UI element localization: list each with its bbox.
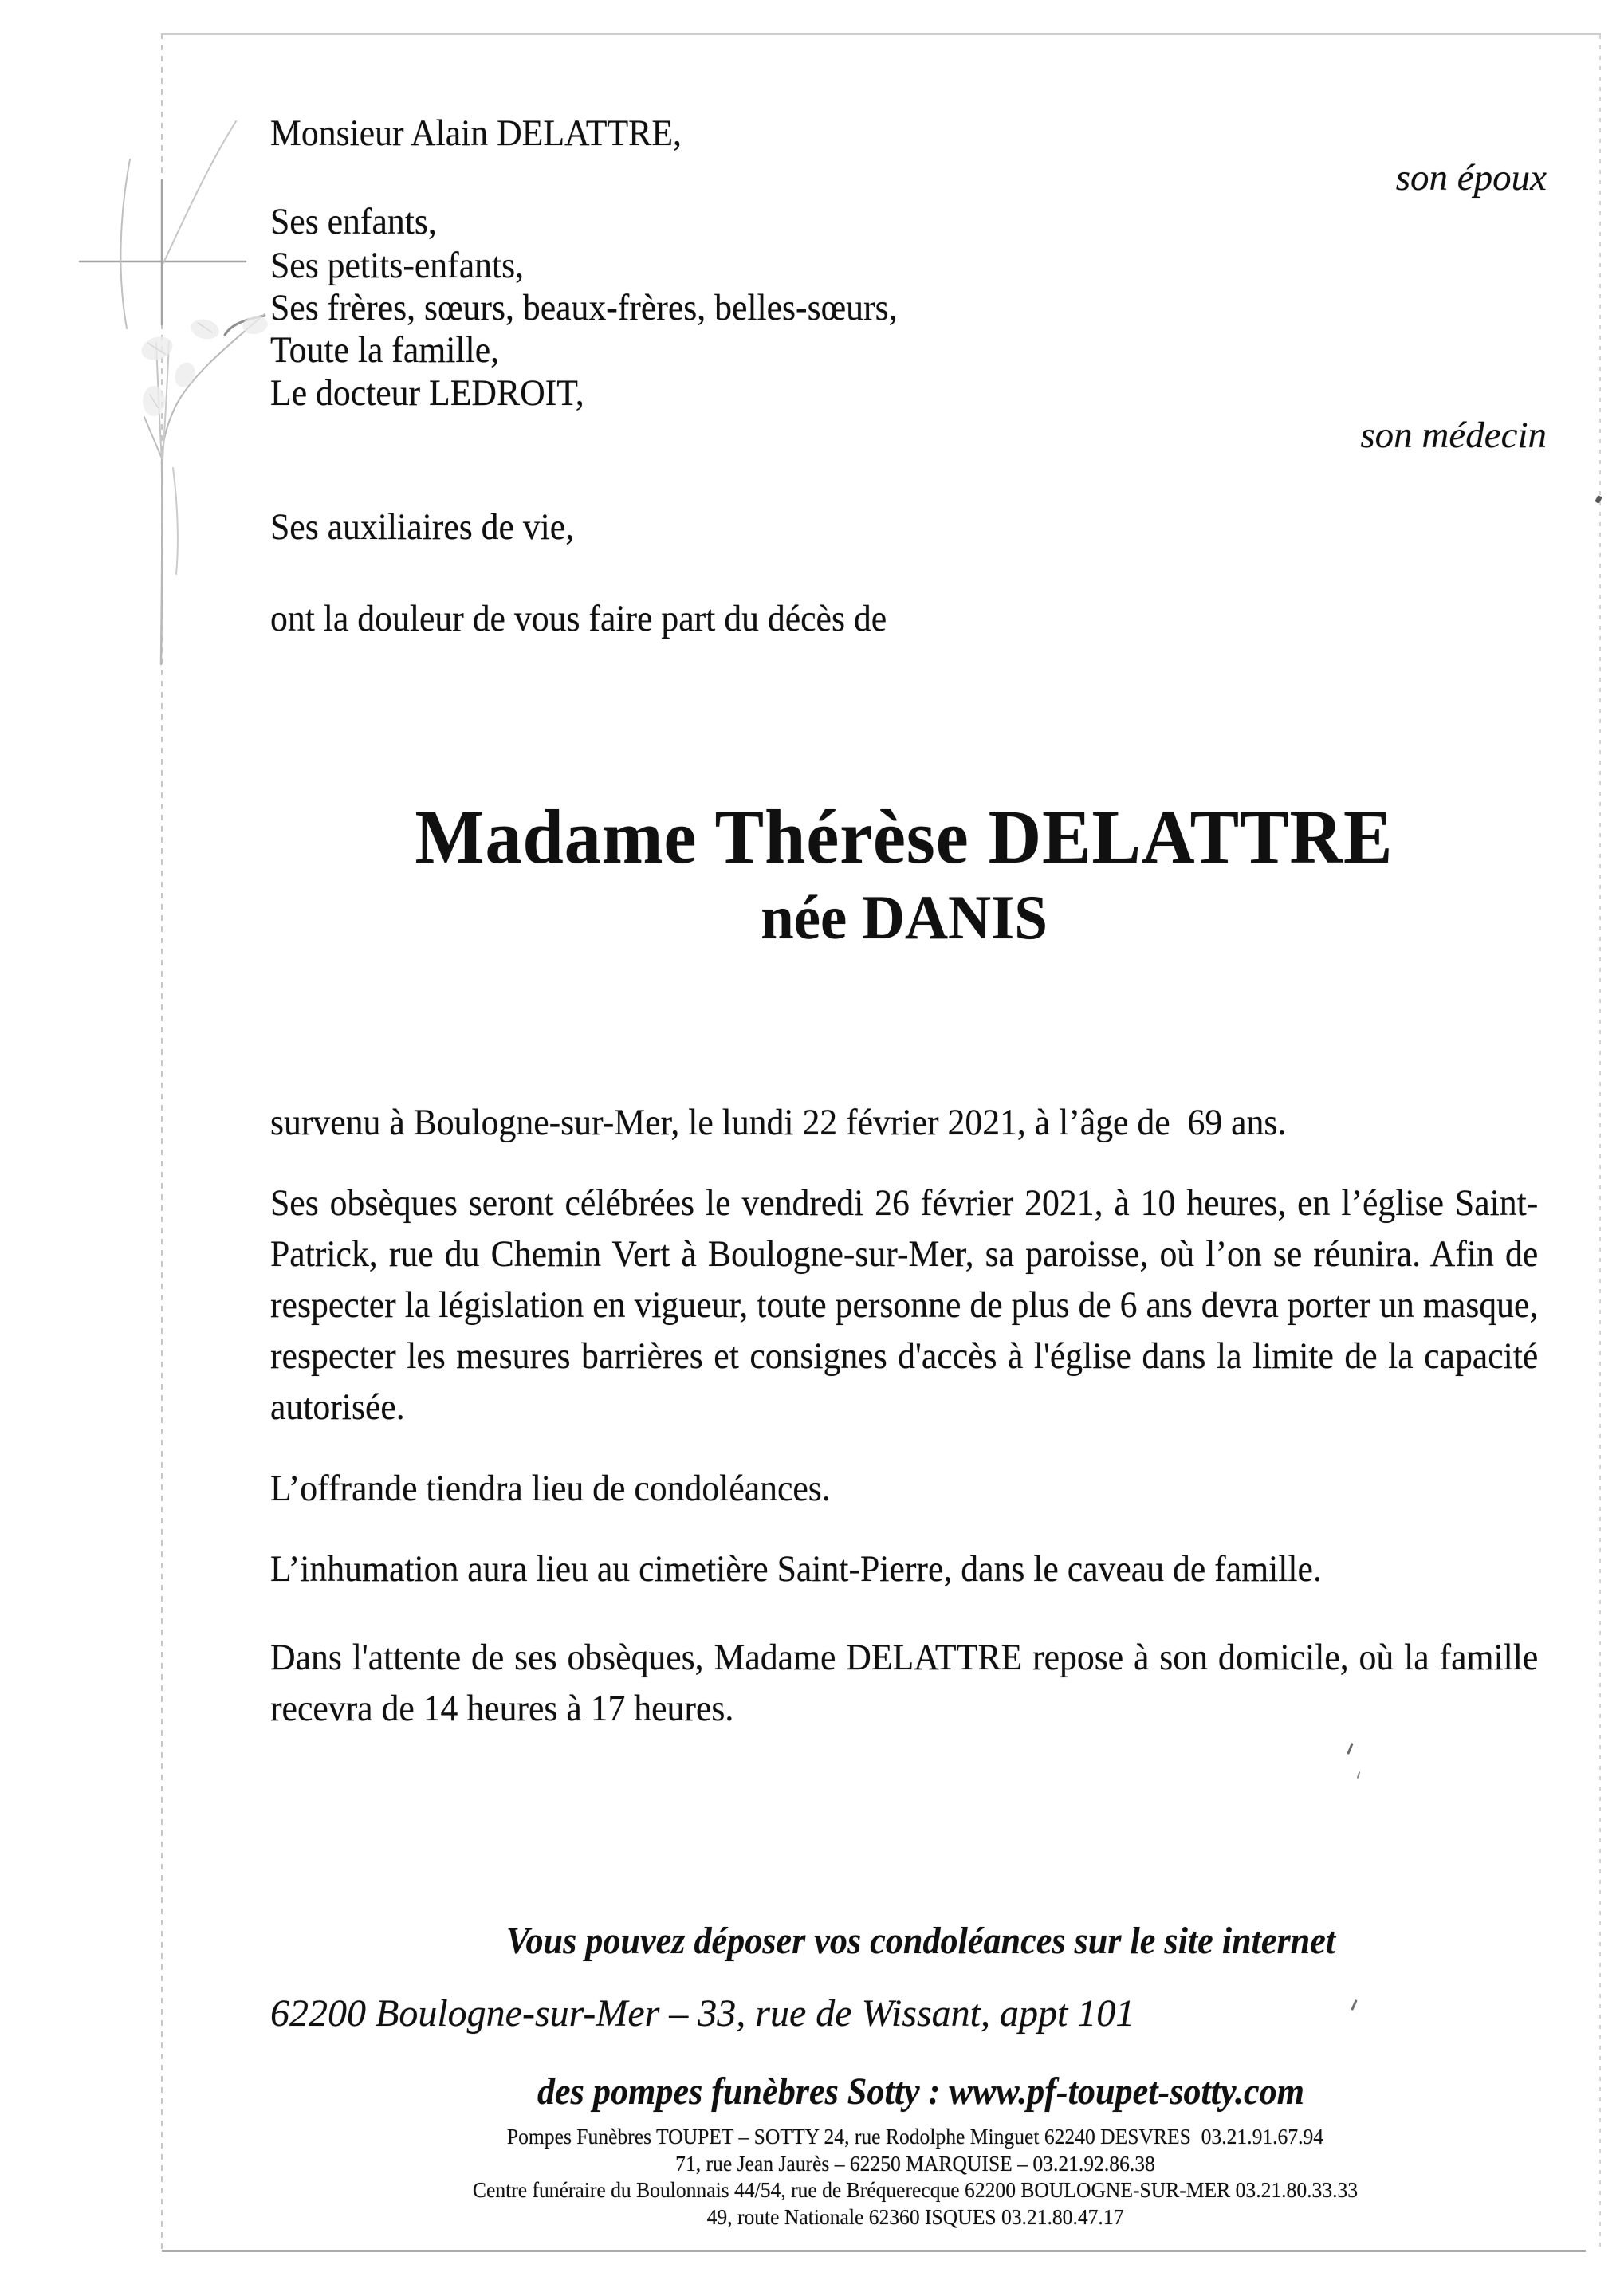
footer-line-3: Centre funéraire du Boulonnais 44/54, rue de Bréquerecque 62200 BOULOGNE-SUR-MER 03.21.80.33.33 xyxy=(472,2177,1359,2202)
footer-line-2: 71, rue Jean Jaurès – 62250 MARQUISE – 03.21.92.86.38 xyxy=(675,2150,1155,2176)
death-line: survenu à Boulogne-sur-Mer, le lundi 22 février 2021, à l’âge de 69 ans. xyxy=(270,1102,1287,1143)
funeral-home-footer xyxy=(316,2123,1516,2230)
footer-line-4: 49, route Nationale 62360 ISQUES 03.21.80.47.17 xyxy=(706,2204,1124,2229)
spouse-line: Monsieur Alain DELATTRE, xyxy=(270,112,682,154)
maiden-name: née DANIS xyxy=(761,883,1048,952)
burial-line: L’inhumation aura lieu au cimetière Saint-Pierre, dans le caveau de famille. xyxy=(270,1548,1322,1590)
maiden-name-block xyxy=(270,882,1538,953)
offering-line: L’offrande tiendra lieu de condoléances. xyxy=(270,1468,831,1509)
deceased-name: Madame Thérèse DELATTRE xyxy=(415,794,1394,879)
page-edge-bottom xyxy=(162,2250,1586,2252)
scan-speck xyxy=(1595,495,1602,504)
doctor-relation: son médecin xyxy=(1360,415,1547,456)
ceremony-paragraph: Ses obsèques seront célébrées le vendredi 26 février 2021, à 10 heures, en l’église Saint-Patrick, rue du Chemin Vert à Boulogne-sur-Mer, sa paroisse, où l’on se réunira. Afin de respecter la législation en vigueur, toute personne de plus de 6 ans devra porter un masque, respecter les mesures barrières et consignes d'accès à l'église dans la limite de la capacité autorisée. xyxy=(270,1182,1539,1428)
footer-line-1: Pompes Funèbres TOUPET – SOTTY 24, rue Rodolphe Minguet 62240 DESVRES 03.21.91.67.94 xyxy=(506,2124,1324,2149)
spouse-relation: son époux xyxy=(1395,157,1547,199)
family-line: Toute la famille, xyxy=(270,329,500,371)
page-edge-top xyxy=(161,33,1601,35)
family-line: Le docteur LEDROIT, xyxy=(270,372,584,414)
condolence-line-1: Vous pouvez déposer vos condoléances sur le site internet xyxy=(505,1920,1336,1962)
repose-paragraph: Dans l'attente de ses obsèques, Madame DELATTRE repose à son domicile, où la famille recevra de 14 heures à 17 heures. xyxy=(270,1637,1539,1729)
deceased-name-block xyxy=(270,792,1538,881)
scan-speck xyxy=(1357,1771,1361,1779)
announcement-line: ont la douleur de vous faire part du décès de xyxy=(270,598,887,639)
page-edge-left xyxy=(161,33,163,2251)
condolence-line-2: des pompes funèbres Sotty : www.pf-toupet-sotty.com xyxy=(537,2070,1305,2113)
scan-speck xyxy=(1347,1743,1353,1755)
caregivers-line: Ses auxiliaires de vie, xyxy=(270,506,575,548)
family-line: Ses frères, sœurs, beaux-frères, belles-sœurs, xyxy=(270,287,898,328)
family-line: Ses enfants, xyxy=(270,201,437,242)
address-line: 62200 Boulogne-sur-Mer – 33, rue de Wissant, appt 101 xyxy=(270,1992,1135,2035)
family-line: Ses petits-enfants, xyxy=(270,245,525,286)
page-edge-right xyxy=(1599,35,1601,2251)
